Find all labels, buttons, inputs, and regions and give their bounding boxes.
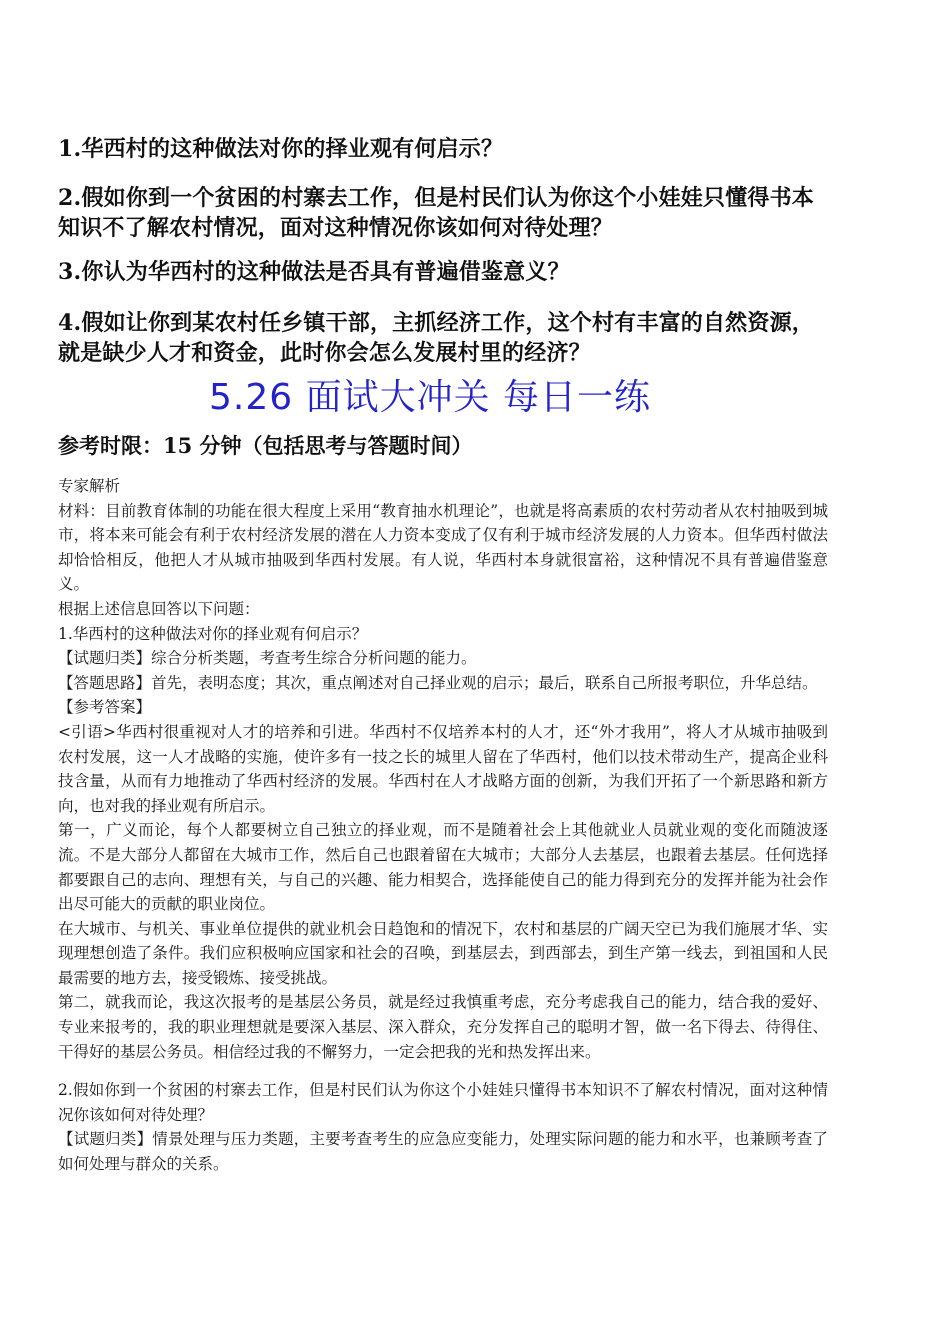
answer-intro: <引语>华西村很重视对人才的培养和引进。华西村不仅培养本村的人才，还“外才我用”，将人才从城市抽吸到农村发展，这一人才战略的实施，使许多有一技之长的城里人留在了华西村，他们以技术带动生产，提高企业科技含量，从而有力地推动了华西村经济的发展。华西村在人才战略方面的创新，为我们开拓了一个新思路和新方向，也对我的择业观有所启示。 <box>58 722 828 815</box>
analysis-instruction: 根据上述信息回答以下问题： <box>58 599 260 618</box>
question-1-type: 【试题归类】综合分析类题，考查考生综合分析问题的能力。 <box>58 649 477 668</box>
daily-practice-banner: 5.26 面试大冲关 每日一练 <box>208 377 652 418</box>
question-2-type: 【试题归类】情景处理与压力类题，主要考查考生的应急应变能力，处理实际问题的能力和水平，也兼顾考查了如何处理与群众的关系。 <box>58 1130 828 1174</box>
question-4: 4.假如让你到某农村任乡镇干部，主抓经济工作，这个村有丰富的自然资源，就是缺少人才和资金，此时你会怎么发展村里的经济？ <box>58 310 814 366</box>
analysis-question-2: 2.假如你到一个贫困的村寨去工作，但是村民们认为你这个小娃娃只懂得书本知识不了解农村情况，面对这种情况你该如何对待处理？ <box>58 1081 828 1124</box>
analysis-question-1: 1.华西村的这种做法对你的择业观有何启示？ <box>58 624 368 643</box>
question-3: 3.你认为华西村的这种做法是否具有普遍借鉴意义？ <box>58 259 570 285</box>
answer-city-point: 在大城市、与机关、事业单位提供的就业机会日趋饱和的情况下，农村和基层的广阔天空已为我们施展才华、实现理想创造了条件。我们应积极响应国家和社会的召唤，到基层去，到西部去，到生产第一线去，到祖国和人民最需要的地方去，接受锻炼、接受挑战。 <box>58 919 828 987</box>
expert-analysis <box>58 474 828 1177</box>
reference-answer-label: 【参考答案】 <box>58 698 152 717</box>
time-limit: 参考时限：15 分钟（包括思考与答题时间） <box>58 433 473 458</box>
answer-second-point: 第二，就我而论，我这次报考的是基层公务员，就是经过我慎重考虑，充分考虑我自己的能力，结合我的爱好、专业来报考的，我的职业理想就是要深入基层、深入群众，充分发挥自己的聪明才智，做一名下得去、待得住、干得好的基层公务员。相信经过我的不懈努力，一定会把我的光和热发挥出来。 <box>58 993 828 1061</box>
question-1-idea: 【答题思路】首先，表明态度；其次，重点阐述对自己择业观的启示；最后，联系自己所报考职位，升华总结。 <box>58 673 818 692</box>
analysis-heading: 专家解析 <box>58 477 121 495</box>
question-1: 1.华西村的这种做法对你的择业观有何启示？ <box>58 136 504 162</box>
question-2: 2.假如你到一个贫困的村寨去工作，但是村民们认为你这个小娃娃只懂得书本知识不了解农村情况，面对这种情况你该如何对待处理？ <box>58 185 814 241</box>
analysis-material: 材料：目前教育体制的功能在很大程度上采用“教育抽水机理论”，也就是将高素质的农村劳动者从农村抽吸到城市，将本来可能会有利于农村经济发展的潜在人力资本变成了仅有利于城市经济发展的人力资本。但华西村做法却恰恰相反，他把人才从城市抽吸到华西村发展。有人说，华西村本身就很富裕，这种情况不具有普遍借鉴意义。 <box>58 501 828 594</box>
answer-first-point: 第一，广义而论，每个人都要树立自己独立的择业观，而不是随着社会上其他就业人员就业观的变化而随波逐流。不是大部分人都留在大城市工作，然后自己也跟着留在大城市；大部分人去基层，也跟着去基层。任何选择都要跟自己的志向、理想有关，与自己的兴趣、能力相契合，选择能使自己的能力得到充分的发挥并能为社会作出尽可能大的贡献的职业岗位。 <box>58 821 828 914</box>
